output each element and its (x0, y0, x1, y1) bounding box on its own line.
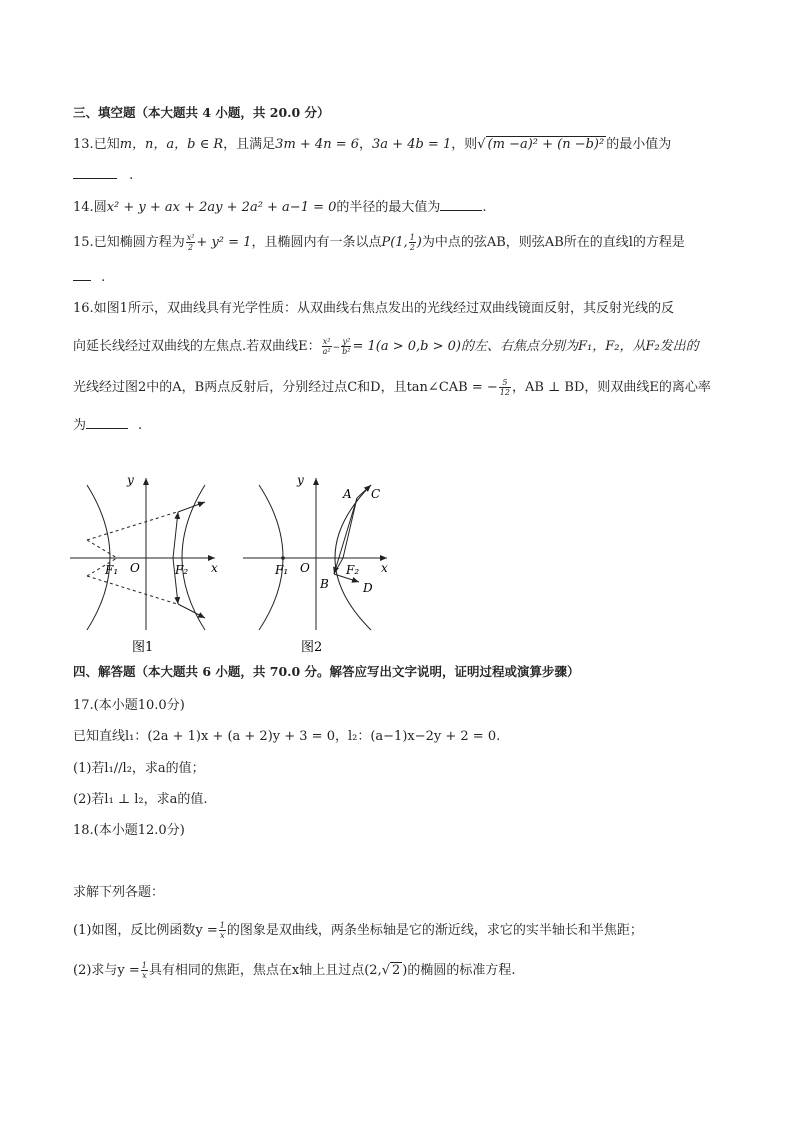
q18-part2-pre: (2)求与y = (73, 963, 140, 978)
fig2-label-x: x (381, 561, 388, 575)
q16-line3-pre: 光线经过图2中的A，B两点反射后，分别经过点C和D，且tan∠CAB = − (73, 380, 498, 395)
q16-frac-x (322, 337, 332, 356)
q13-answer-blank[interactable] (73, 166, 117, 179)
q18-part1-pre: (1)如图，反比例函数y = (73, 923, 218, 938)
fig1-label-y: y (127, 473, 134, 487)
fig2-ray-a-c (357, 485, 371, 498)
q17-part1: (1)若l₁//l₂，求a的值； (73, 761, 205, 776)
q16-b2: b² (342, 347, 351, 356)
fig2-label-f1: F₁ (275, 563, 289, 577)
q13-answer-line (73, 166, 133, 185)
q16-line2-post: = 1(a > 0,b > 0)的左、右焦点分别为F₁，F₂，从F₂发出的 (352, 339, 699, 354)
q13-text-mid2: ，则 (451, 137, 478, 152)
question-14 (73, 198, 487, 217)
q16-line2 (73, 337, 699, 357)
q13-vars: m，n，a，b ∈ R (119, 137, 224, 152)
q17-line1: 已知直线l₁：(2a + 1)x + (a + 2)y + 3 = 0，l₂：(a−1)x−2y + 2 = 0. (73, 729, 501, 744)
q13-text-post: 的最小值为 (606, 137, 672, 152)
q16-line1: 16.如图1所示，双曲线具有光学性质：从双曲线右焦点发出的光线经过双曲线镜面反射，其反射光线的反 (73, 301, 674, 316)
q18-part2-den: x (142, 971, 147, 980)
q15-point-fraction (409, 233, 416, 252)
fig2-label-f2: F₂ (346, 563, 360, 577)
q13-eq1: 3m + 4n = 6 (275, 137, 359, 152)
q15-number: 15. (73, 235, 94, 250)
q16-answer-blank[interactable] (86, 416, 128, 429)
q14-answer-blank[interactable] (440, 198, 482, 211)
fig2-label-b: B (320, 577, 329, 591)
fig1-dashed-upper (87, 512, 177, 540)
fig1-label-x: x (211, 561, 218, 575)
q13-eq2: 3a + 4b = 1 (372, 137, 452, 152)
q15-frac-num: x² (186, 233, 195, 242)
fig1-dashed-lower (87, 576, 177, 604)
q16-tail: . (138, 418, 143, 433)
q15-point-den: 2 (409, 243, 415, 252)
q13-text: 已知 (93, 137, 120, 152)
q14-expr: x² + y + ax + 2ay + 2a² + a−1 = 0 (106, 200, 337, 215)
q17-part2: (2)若l₁ ⊥ l₂，求a的值. (73, 792, 208, 807)
q18-part1-post: 的图象是双曲线，两条坐标轴是它的渐近线，求它的实半轴长和半焦距； (226, 923, 643, 938)
q15-fraction (186, 233, 196, 252)
question-15 (73, 233, 685, 252)
fig1-caption: 图1 (132, 640, 154, 655)
q16-minus: − (332, 343, 341, 353)
q16-tan-den: 12 (499, 388, 510, 397)
q13-text-mid: ，且满足 (223, 137, 276, 152)
fig1-dashed-upper-left (87, 540, 117, 558)
q16-line3-post: ，AB ⊥ BD，则双曲线E的离心率 (511, 380, 711, 395)
figure-2 (235, 470, 400, 655)
fig2-ray-f2-a (343, 498, 357, 558)
q15-text-mid: ，且椭圆内有一条以点 (251, 235, 382, 250)
q18-part1 (73, 921, 643, 940)
q14-text: 圆 (93, 200, 107, 215)
q13-sep: ， (359, 137, 373, 152)
fig2-point-f1 (281, 556, 285, 560)
q16-a2: a² (322, 347, 331, 356)
q15-point-num: 1 (409, 233, 415, 242)
q15-tail: . (101, 270, 106, 285)
fig1-label-f2: F₂ (175, 563, 189, 577)
q14-number: 14. (73, 200, 94, 215)
q18-part2-post: )的椭圆的标准方程. (402, 963, 516, 978)
fig1-label-o: O (130, 561, 140, 575)
q16-frac-y (341, 337, 351, 356)
q16-line3 (73, 378, 711, 397)
q15-text: 已知椭圆方程为 (93, 235, 185, 250)
q18-part2-num: 1 (141, 961, 147, 970)
q15-expr: + y² = 1 (196, 235, 252, 250)
q18-part1-den: x (220, 931, 225, 940)
q16-y2: y² (342, 337, 351, 346)
q14-tail: . (482, 200, 487, 215)
fig2-label-a: A (343, 487, 352, 501)
fig1-reflect-down (178, 604, 205, 618)
q18-part2-mid: 具有相同的焦距，焦点在x轴上且过点(2, (148, 963, 382, 978)
q15-text-post: 为中点的弦AB，则弦AB所在的直线l的方程是 (421, 235, 685, 250)
q15-point-close: ) (416, 235, 422, 250)
figure-1 (65, 470, 225, 655)
q15-answer-blank[interactable] (73, 268, 91, 281)
q15-answer-line (73, 268, 105, 287)
q13-sqrt-expr: (m −a)² + (n −b)² (487, 137, 605, 152)
fig2-caption: 图2 (301, 640, 323, 655)
question-13: 13.已知m，n，a，b ∈ R，且满足3m + 4n = 6，3a + 4b = 1，则√ (m −a)² + (n −b)² 的最小值为 (73, 137, 672, 152)
q13-number: 13. (73, 137, 94, 152)
q16-tan-fraction (499, 378, 511, 397)
section3-title: 三、填空题（本大题共 4 小题，共 20.0 分） (73, 105, 330, 120)
q16-x2: x² (322, 337, 331, 346)
q14-text-post: 的半径的最大值为 (336, 200, 441, 215)
q18-part1-num: 1 (219, 921, 225, 930)
q18-intro: 求解下列各题： (73, 885, 165, 900)
q16-tan-num: 5 (499, 378, 511, 388)
q16-line4-text: 为 (73, 418, 87, 433)
q18-part1-fraction (219, 921, 226, 940)
q18-part2-fraction (141, 961, 148, 980)
q17-header: 17.(本小题10.0分) (73, 698, 185, 713)
fig2-label-d: D (363, 581, 373, 595)
q13-tail: . (129, 168, 134, 183)
fig1-label-f1: F₁ (105, 563, 119, 577)
q16-line2-pre: 向延长线经过双曲线的左焦点.若双曲线E： (73, 339, 321, 354)
fig2-label-c: C (371, 487, 381, 501)
q16-line4 (73, 416, 142, 435)
section4-title: 四、解答题（本大题共 6 小题，共 70.0 分。解答应写出文字说明，证明过程或演算步骤） (73, 664, 580, 679)
fig1-ray-up (173, 512, 178, 558)
q15-frac-den: 2 (188, 243, 194, 252)
fig2-label-y: y (297, 473, 304, 487)
q18-part2-sqrt: 2 (392, 963, 401, 978)
q18-part2: (2)求与y = $\frac{1}{x}$ 具有相同的焦距，焦点在x轴上且过点(2,√ 2 )的椭圆的标准方程. (73, 961, 516, 980)
q18-header: 18.(本小题12.0分) (73, 823, 185, 838)
fig2-label-o: O (300, 561, 310, 575)
q15-point: P(1, (381, 235, 408, 250)
